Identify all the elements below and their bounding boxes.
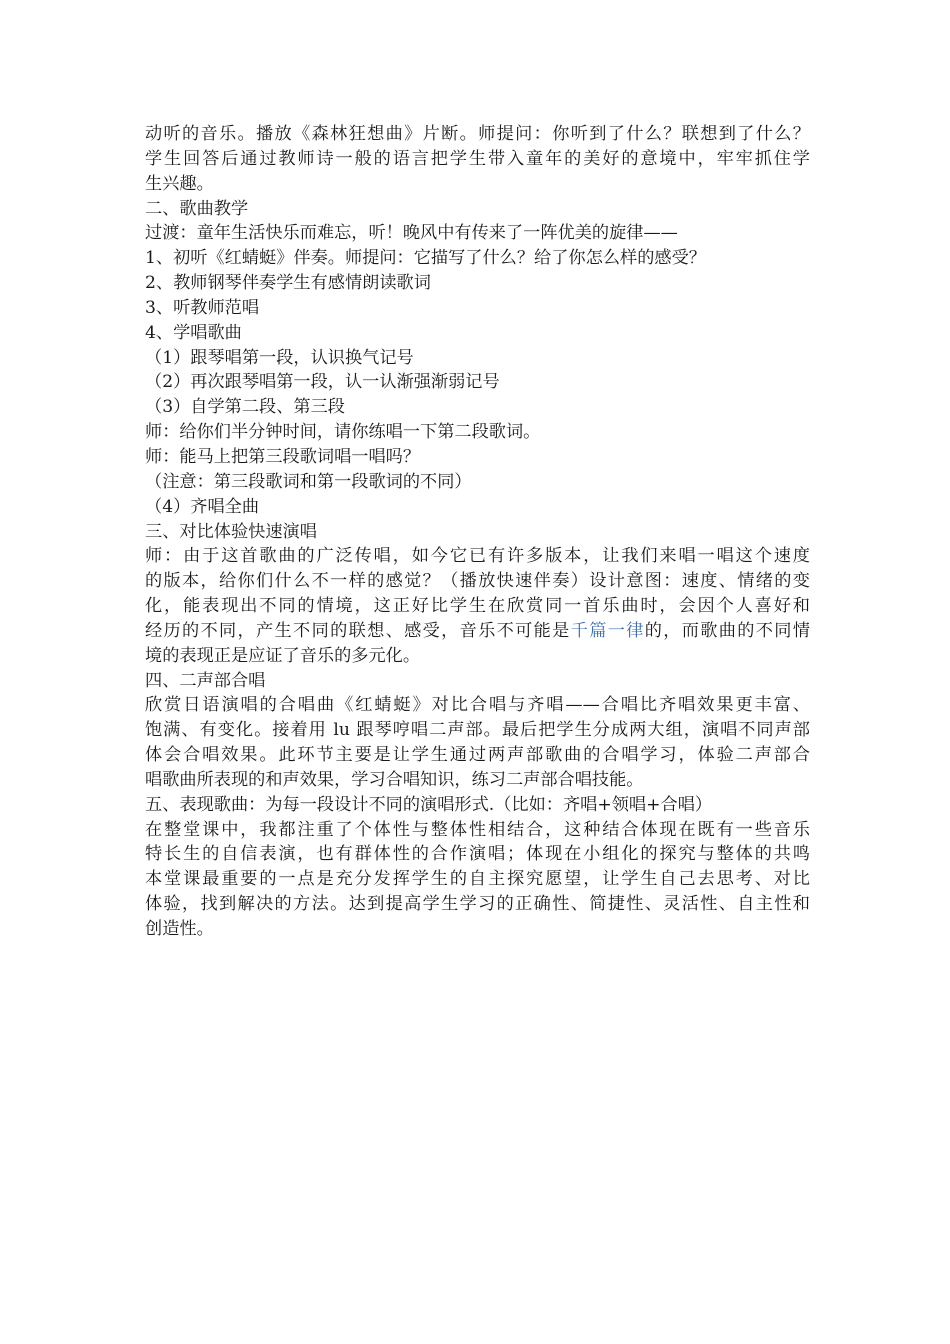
paragraph-line: 特长生的自信表演，也有群体性的合作演唱；体现在小组化的探究与整体的共鸣: [145, 844, 810, 865]
paragraph-line: 境的表现正是应证了音乐的多元化。: [145, 645, 421, 666]
step-item: 1、初听《红蜻蜓》伴奏。师提问：它描写了什么？给了你怎么样的感受？: [145, 248, 706, 269]
section-heading: 三、对比体验快速演唱: [145, 521, 317, 542]
sub-step-item: （1）跟琴唱第一段，认识换气记号: [145, 347, 414, 368]
paragraph-line: 师：由于这首歌曲的广泛传唱，如今它已有许多版本，让我们来唱一唱这个速度: [145, 546, 810, 567]
paragraph-line: 生兴趣。: [145, 173, 214, 194]
sub-step-item: （4）齐唱全曲: [145, 496, 260, 517]
section-fast-singing: [145, 520, 810, 669]
paragraph-line: 的版本，给你们什么不一样的感觉？（播放快速伴奏）设计意图：速度、情绪的变: [145, 571, 810, 592]
teacher-line: 师：给你们半分钟时间，请你练唱一下第二段歌词。: [145, 422, 541, 443]
step-item: 2、教师钢琴伴奏学生有感情朗读歌词: [145, 273, 431, 294]
paragraph-line: 在整堂课中，我都注重了个体性与整体性相结合，这种结合体现在既有一些音乐: [145, 819, 810, 840]
paragraph-line-with-link: [145, 619, 810, 644]
section-heading: 四、二声部合唱: [145, 670, 266, 691]
paragraph-line: 体会合唱效果。此环节主要是让学生通过两声部歌曲的合唱学习，体验二声部合: [145, 745, 810, 766]
document-page: [145, 122, 810, 942]
paragraph-line: 欣赏日语演唱的合唱曲《红蜻蜓》对比合唱与齐唱——合唱比齐唱效果更丰富、: [145, 695, 810, 716]
section-heading: 二、歌曲教学: [145, 198, 249, 219]
section-heading: 五、表现歌曲：为每一段设计不同的演唱形式.（比如：齐唱+领唱+合唱）: [145, 794, 713, 815]
paragraph-line: 唱歌曲所表现的和声效果，学习合唱知识，练习二声部合唱技能。: [145, 769, 644, 790]
section-song-teaching: [145, 197, 810, 520]
sub-step-item: （3）自学第二段、第三段: [145, 397, 345, 418]
paragraph-line: 饱满、有变化。接着用 lu 跟琴哼唱二声部。最后把学生分成两大组，演唱不同声部: [145, 720, 810, 741]
paragraph-line: 化，能表现出不同的情境，这正好比学生在欣赏同一首乐曲时，会因个人喜好和: [145, 596, 810, 617]
paragraph-line: 体验，找到解决的方法。达到提高学生学习的正确性、简捷性、灵活性、自主性和: [145, 894, 810, 915]
paragraph-line: 动听的音乐。播放《森林狂想曲》片断。师提问：你听到了什么？联想到了什么？: [145, 124, 810, 144]
section-performance: [145, 793, 810, 942]
note-line: （注意：第三段歌词和第一段歌词的不同）: [145, 471, 472, 492]
paragraph-line: 本堂课最重要的一点是充分发挥学生的自主探究愿望，让学生自己去思考、对比: [145, 869, 810, 890]
text-segment: 的，而歌曲的不同情: [644, 620, 810, 641]
intro-paragraph: [145, 122, 810, 197]
text-segment: 经历的不同，产生不同的联想、感受，音乐不可能是: [145, 620, 571, 641]
step-item: 4、学唱歌曲: [145, 322, 242, 343]
sub-step-item: （2）再次跟琴唱第一段，认一认渐强渐弱记号: [145, 372, 500, 393]
idiom-link[interactable]: 千篇一律: [570, 620, 645, 641]
section-two-part-chorus: [145, 669, 810, 793]
paragraph-line: 学生回答后通过教师诗一般的语言把学生带入童年的美好的意境中，牢牢抓住学: [145, 148, 810, 169]
transition-text: 过渡：童年生活快乐而难忘，听！晚风中有传来了一阵优美的旋律——: [145, 223, 678, 244]
paragraph-line: 创造性。: [145, 919, 214, 939]
step-item: 3、听教师范唱: [145, 297, 260, 318]
teacher-line: 师：能马上把第三段歌词唱一唱吗？: [145, 446, 421, 467]
